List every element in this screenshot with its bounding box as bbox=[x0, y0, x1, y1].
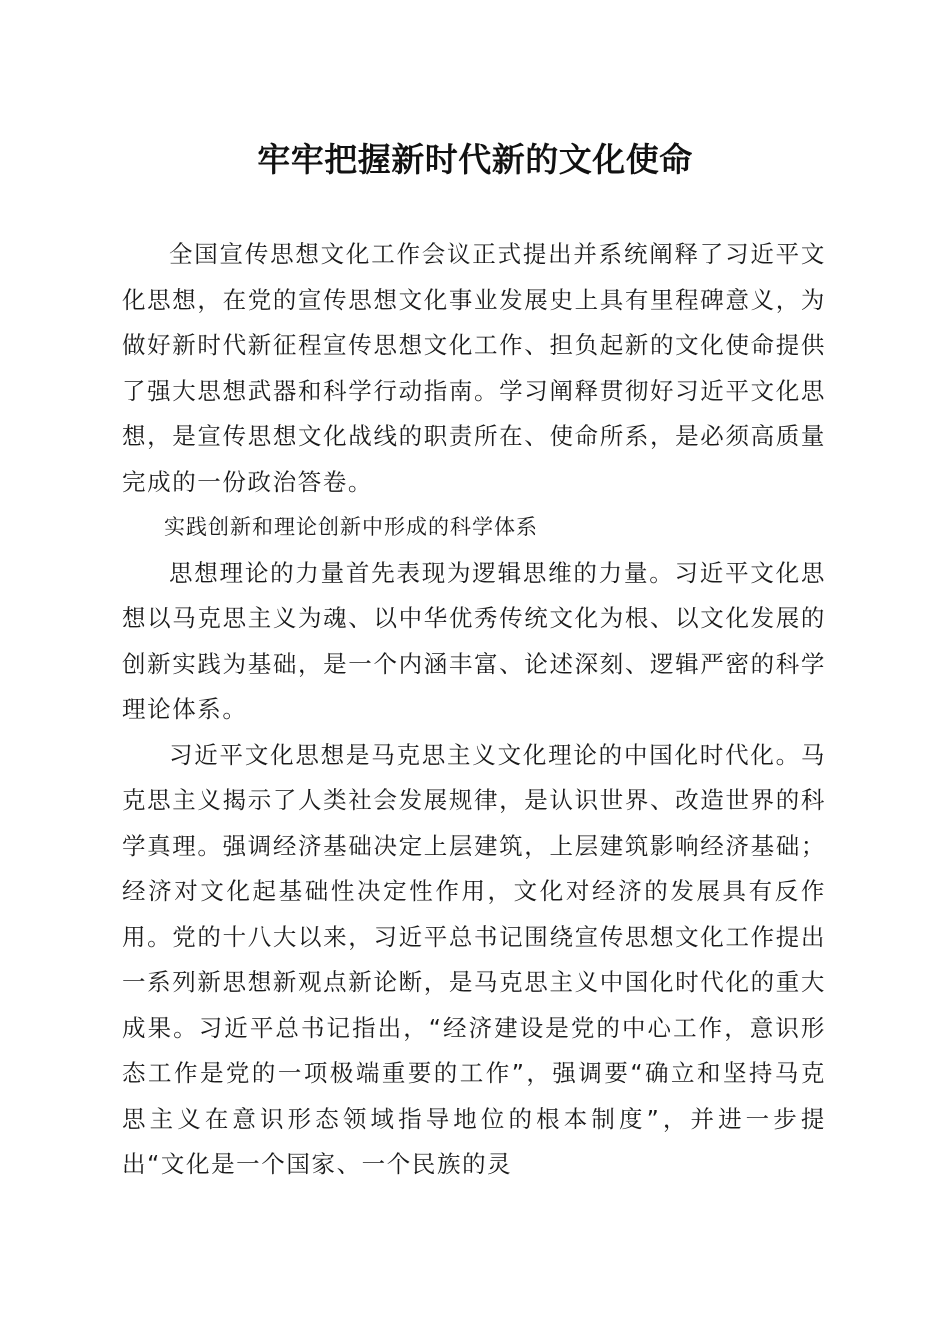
paragraph-theory: 思想理论的力量首先表现为逻辑思维的力量。习近平文化思想以马克思主义为魂、以中华优秀传统文化为根、以文化发展的创新实践为基础，是一个内涵丰富、论述深刻、逻辑严密的科学理论体系。 bbox=[122, 558, 826, 723]
paragraph-intro: 全国宣传思想文化工作会议正式提出并系统阐释了习近平文化思想，在党的宣传思想文化事业发展史上具有里程碑意义，为做好新时代新征程宣传思想文化工作、担负起新的文化使命提供了强大思想武器和科学行动指南。学习阐释贯彻好习近平文化思想，是宣传思想文化战线的职责所在、使命所系，是必须高质量完成的一份政治答卷。 bbox=[122, 240, 826, 496]
paragraph-marxism: 习近平文化思想是马克思主义文化理论的中国化时代化。马克思主义揭示了人类社会发展规律，是认识世界、改造世界的科学真理。强调经济基础决定上层建筑，上层建筑影响经济基础；经济对文化起基础性决定性作用，文化对经济的发展具有反作用。党的十八大以来，习近平总书记围绕宣传思想文化工作提出一系列新思想新观点新论断，是马克思主义中国化时代化的重大成果。习近平总书记指出，“经济建设是党的中心工作，意识形态工作是党的一项极端重要的工作”，强调要“确立和坚持马克思主义在意识形态领域指导地位的根本制度”，并进一步提出“文化是一个国家、一个民族的灵 bbox=[122, 740, 826, 1178]
document-body bbox=[122, 232, 826, 1188]
document-title: 牢牢把握新时代新的文化使命 bbox=[257, 140, 693, 179]
section-heading: 实践创新和理论创新中形成的科学体系 bbox=[164, 515, 538, 539]
